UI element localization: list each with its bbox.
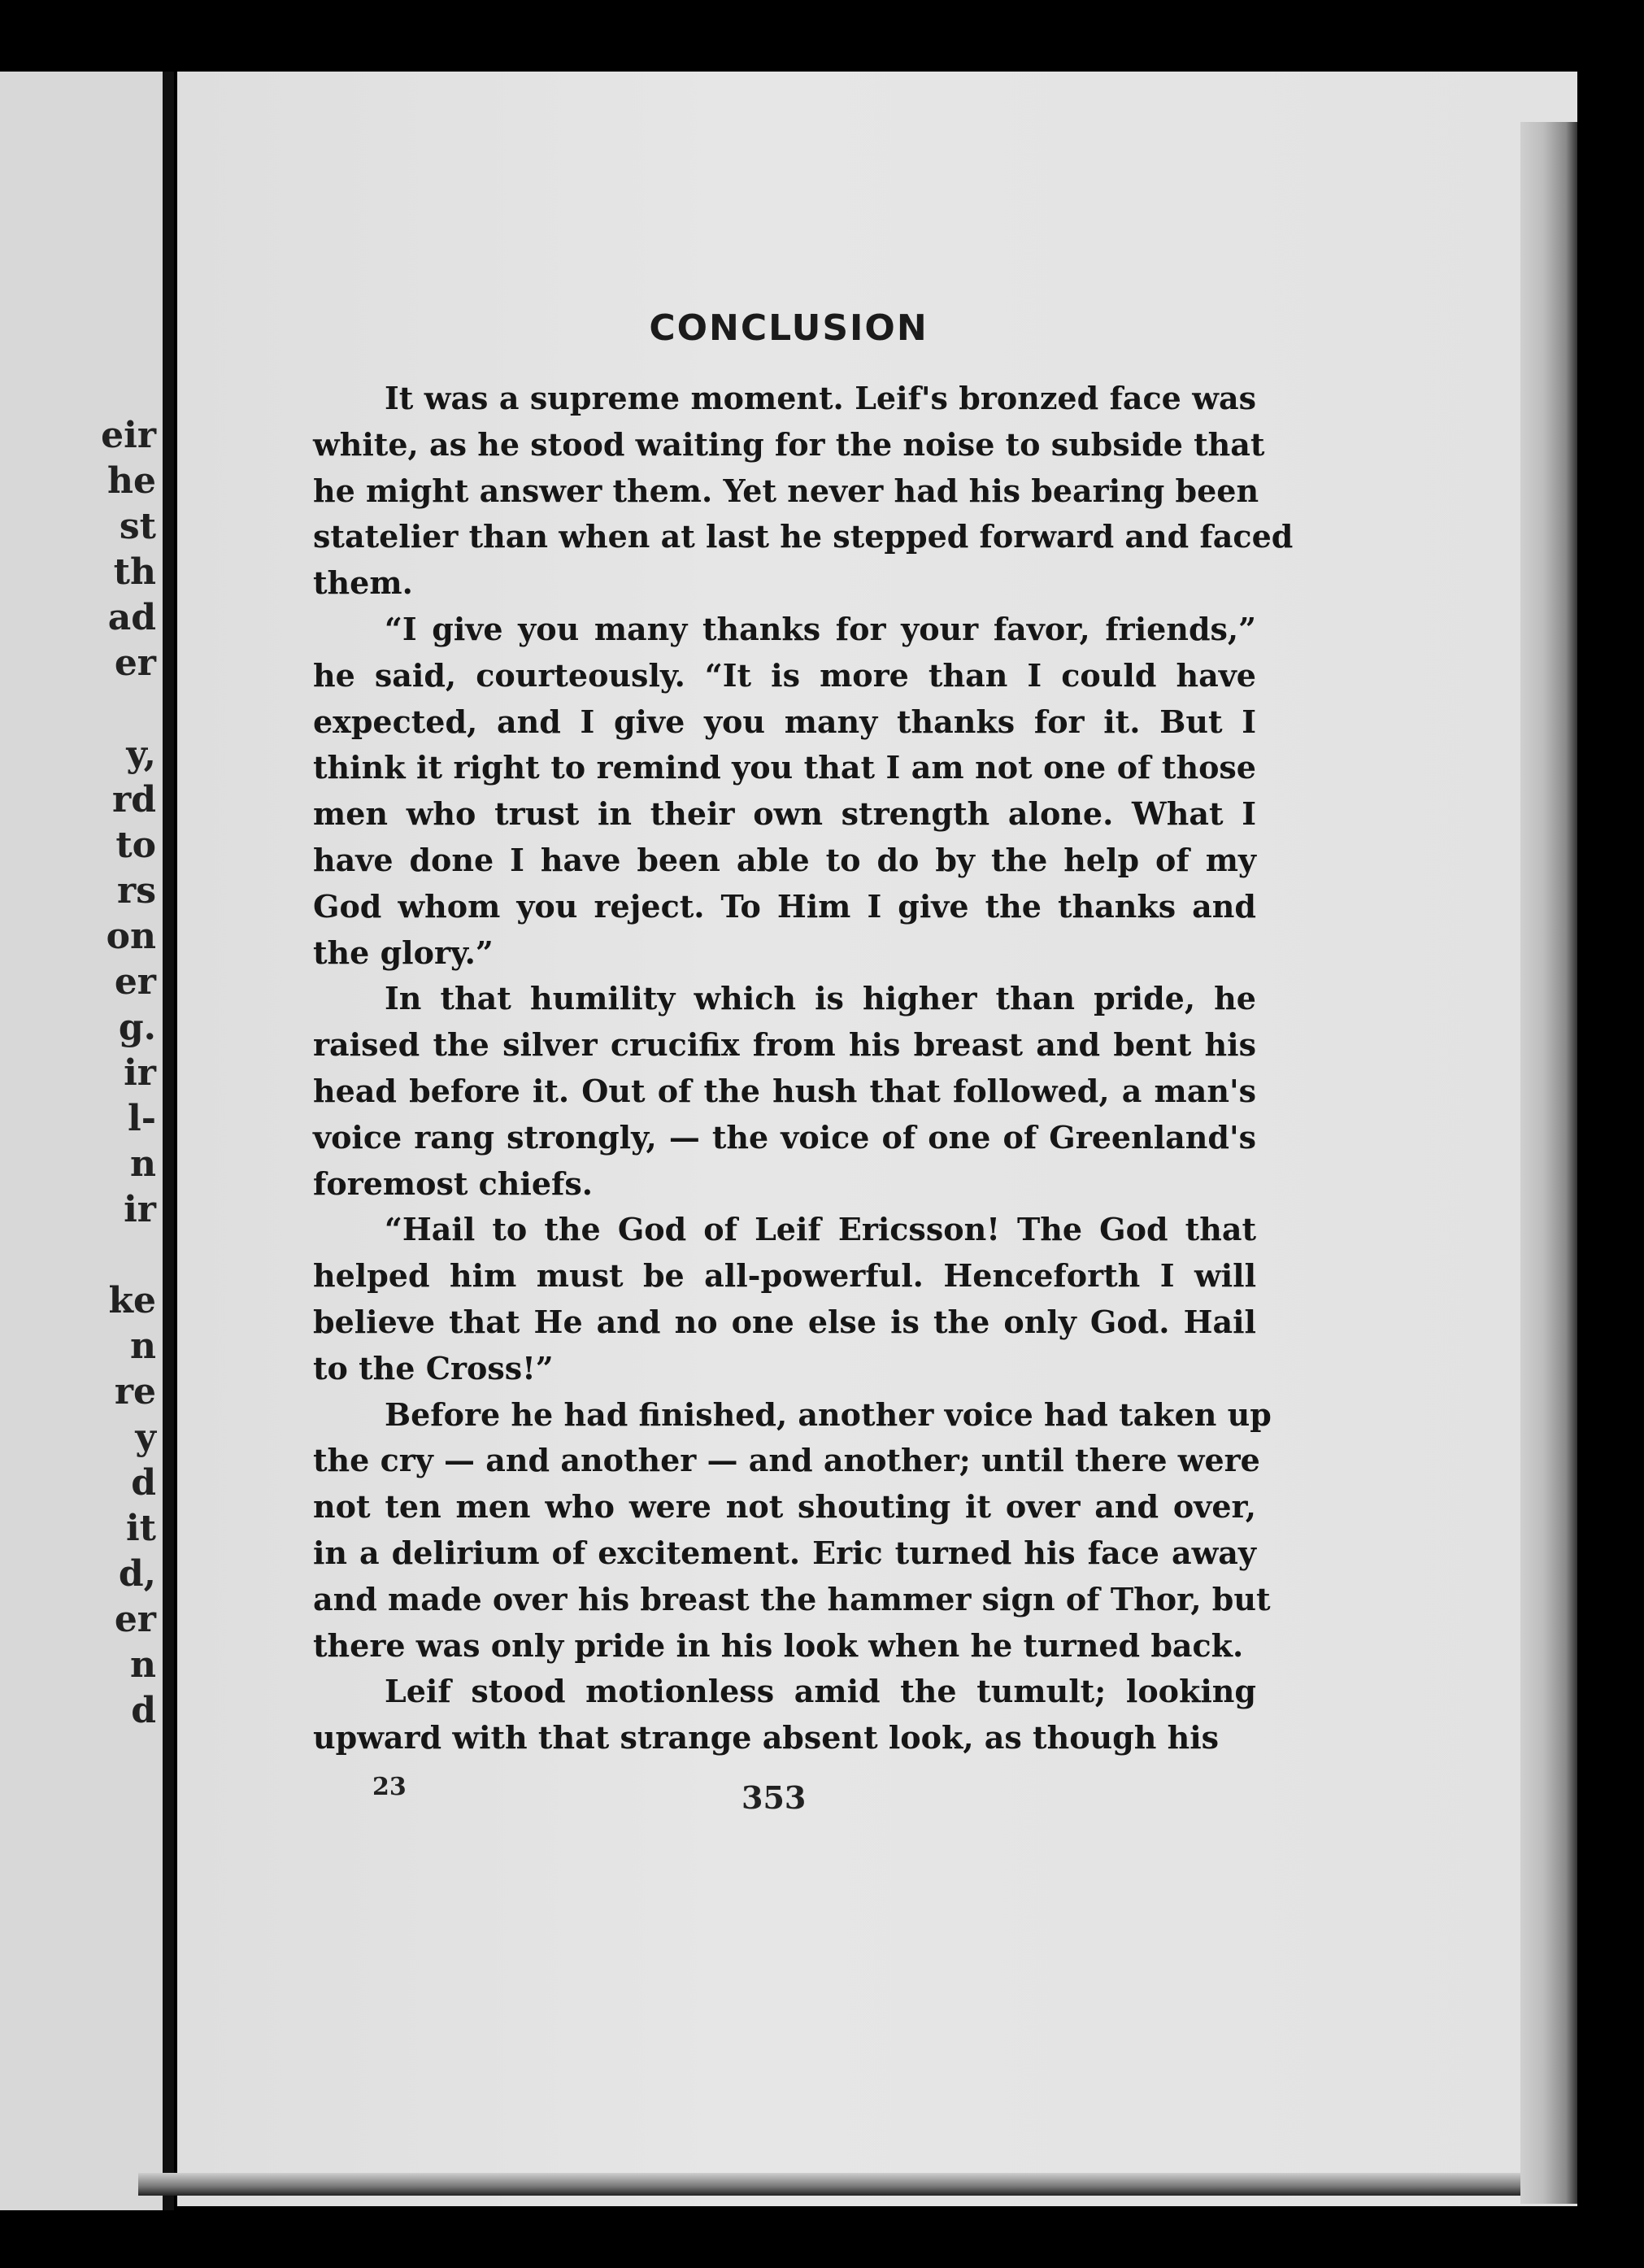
text-line: have done I have been able to do by the help of my (313, 841, 1256, 878)
text-line: men who trust in their own strength alone. What I (313, 795, 1256, 833)
chapter-title: CONCLUSION (649, 307, 929, 349)
text-line: God whom you reject. To Him I give the thanks and (313, 887, 1256, 925)
page-number: 353 (742, 1779, 807, 1816)
facing-page-fragment: th (113, 551, 156, 593)
facing-page-fragment: d (131, 1690, 156, 1731)
facing-page-fragment (101, 1233, 156, 1278)
facing-page-fragment: er (114, 1599, 156, 1640)
facing-page-fragment: ke (108, 1280, 156, 1321)
facing-page-fragment: rd (112, 779, 156, 821)
paragraph (313, 1207, 1256, 1391)
text-line: head before it. Out of the hush that followed, a man's (313, 1072, 1256, 1109)
facing-page-fragment: er (114, 642, 156, 684)
facing-page-fragment: rs (117, 870, 156, 912)
facing-page-fragment: ir (124, 1189, 156, 1230)
text-line: “I give you many thanks for your favor, friends,” (385, 610, 1256, 647)
text-line: voice rang strongly, — the voice of one of Greenland's (313, 1118, 1256, 1156)
text-line: Before he had finished, another voice had taken up (385, 1395, 1272, 1433)
facing-page-text-fragments (101, 413, 156, 1734)
facing-page-fragment: ir (124, 1052, 156, 1094)
facing-page-fragment: n (130, 1644, 156, 1686)
text-line: expected, and I give you many thanks for it. But I (313, 703, 1256, 740)
text-line: It was a supreme moment. Leif's bronzed face was (385, 380, 1256, 416)
facing-page (0, 72, 174, 2210)
paragraph (313, 1392, 1272, 1669)
facing-page-fragment: g. (118, 1007, 156, 1048)
text-line: he might answer them. Yet never had his bearing been (313, 472, 1259, 509)
facing-page-fragment: d, (118, 1553, 156, 1595)
text-line: believe that He and no one else is the only God. Hail (313, 1303, 1256, 1340)
facing-page-fragment: n (130, 1326, 156, 1367)
facing-page-fragment: st (119, 506, 156, 547)
text-line: there was only pride in his look when he turned back. (313, 1626, 1244, 1664)
facing-page-fragment: it (125, 1508, 156, 1549)
facing-page-fragment: l- (128, 1098, 156, 1139)
text-line: and made over his breast the hammer sign of Thor, but (313, 1580, 1271, 1617)
text-line: foremost chiefs. (313, 1164, 593, 1202)
text-line: upward with that strange absent look, as though his (313, 1719, 1220, 1757)
text-line: them. (313, 564, 413, 602)
text-line: the glory.” (313, 934, 494, 971)
text-line: the cry — and another — and another; until there were (313, 1442, 1260, 1479)
paragraph (313, 976, 1256, 1207)
page-bottom-edge (138, 2173, 1520, 2196)
facing-page-fragment: eir (101, 415, 156, 456)
text-line: not ten men who were not shouting it over and over, (313, 1488, 1256, 1526)
text-line: In that humility which is higher than pride, he (385, 980, 1256, 1017)
paragraph (313, 607, 1256, 976)
facing-page-fragment: ad (107, 597, 156, 638)
facing-page-fragment: er (114, 961, 156, 1003)
facing-page-fragment (101, 686, 156, 732)
facing-page-fragment: to (115, 825, 156, 866)
text-line: helped him must be all-powerful. Henceforth I will (313, 1257, 1256, 1295)
facing-page-fragment: on (106, 916, 156, 957)
text-line: “Hail to the God of Leif Ericsson! The God that (385, 1211, 1256, 1248)
text-line: statelier than when at last he stepped forward and faced (313, 518, 1294, 555)
facing-page-fragment: he (107, 460, 156, 502)
text-line: to the Cross!” (313, 1349, 554, 1386)
text-line: he said, courteously. “It is more than I could have (313, 656, 1256, 694)
text-line: white, as he stood waiting for the noise to subside that (313, 425, 1265, 463)
paragraph (313, 376, 1294, 607)
text-line: Leif stood motionless amid the tumult; looking (385, 1673, 1256, 1710)
page-edge-shadow (1520, 122, 1577, 2204)
paragraph (313, 1669, 1256, 1761)
facing-page-fragment: n (130, 1143, 156, 1185)
facing-page-fragment: re (114, 1371, 156, 1413)
signature-mark: 23 (372, 1773, 407, 1801)
text-line: think it right to remind you that I am not one of those (313, 749, 1256, 786)
facing-page-fragment: y, (126, 734, 156, 775)
body-text (313, 376, 1294, 1761)
text-line: in a delirium of excitement. Eric turned his face away (313, 1534, 1256, 1571)
text-line: raised the silver crucifix from his breast and bent his (313, 1026, 1256, 1064)
facing-page-fragment: y (135, 1417, 156, 1458)
facing-page-fragment: d (131, 1462, 156, 1504)
